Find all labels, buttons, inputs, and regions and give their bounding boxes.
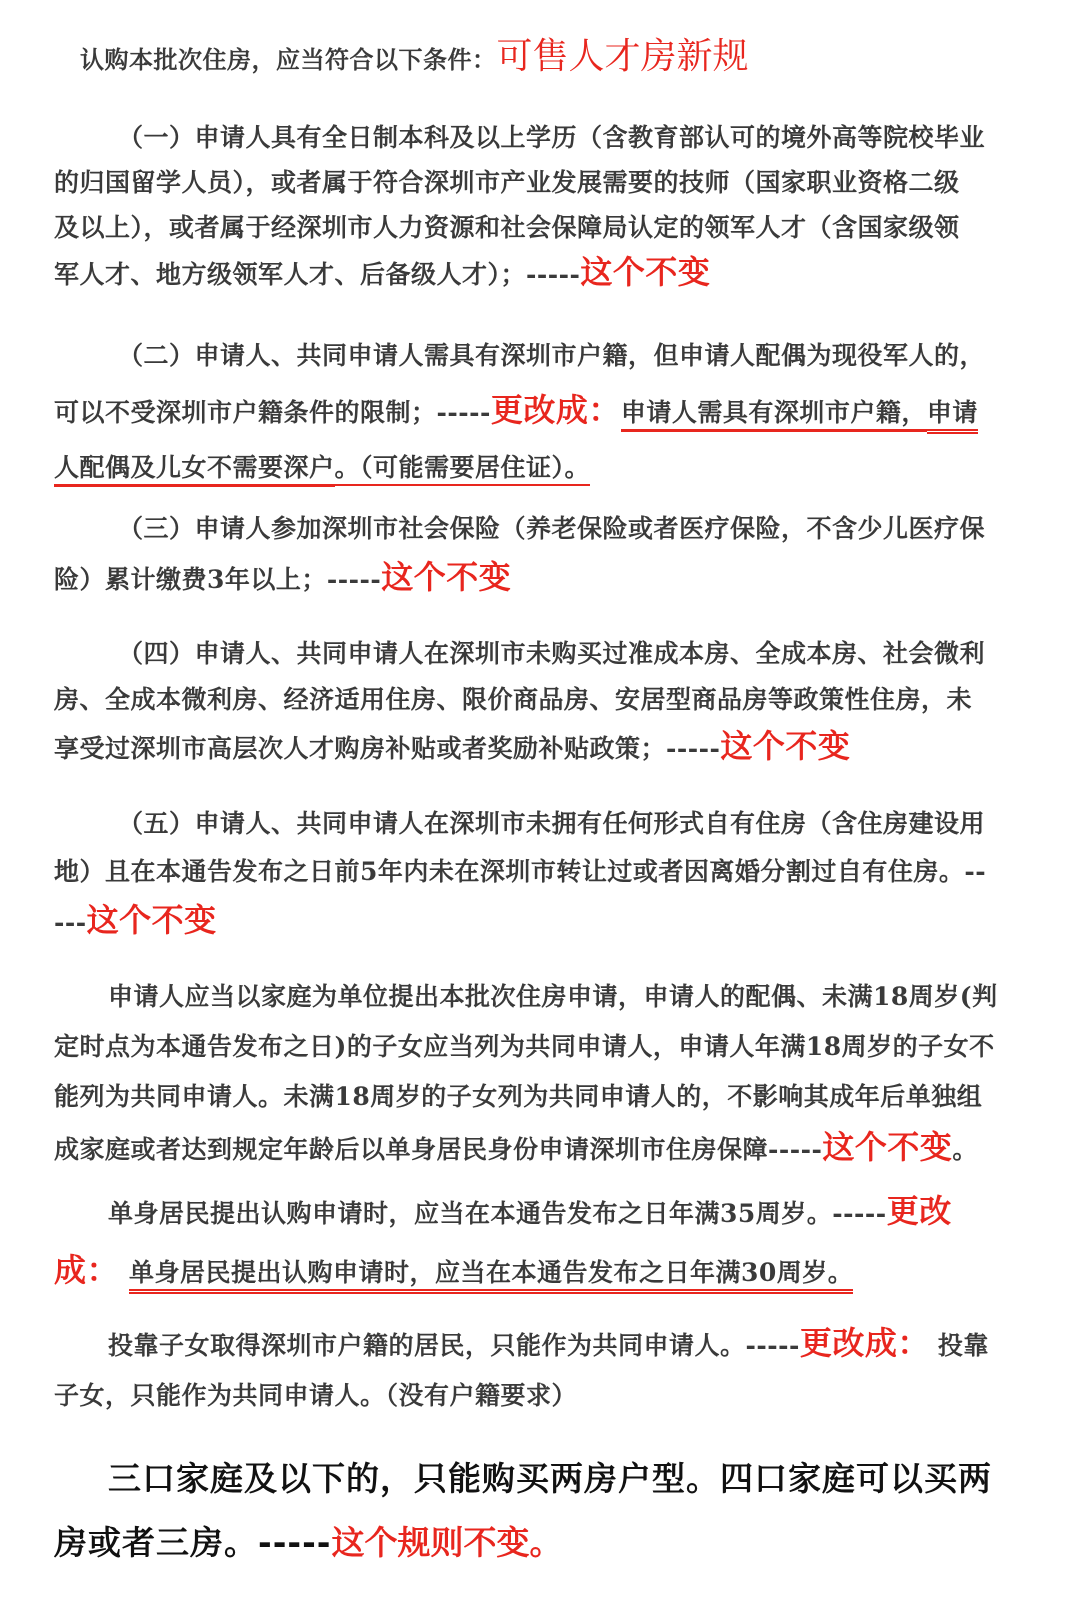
paragraph-4 <box>54 631 1040 772</box>
p8-line-1-tail: 投靠 <box>937 1331 989 1360</box>
p7-change: 单身居民提出认购申请时，应当在本通告发布之日年满30周岁。 <box>129 1258 853 1294</box>
p4-line-1: （四）申请人、共同申请人在深圳市未购买过准成本房、全成本房、社会微利 <box>118 639 986 668</box>
p8-line-2: 子女，只能作为共同申请人。（没有户籍要求） <box>54 1381 578 1410</box>
p4-note: 这个不变 <box>720 727 851 765</box>
p6-line-1: 申请人应当以家庭为单位提出本批次住房申请，申请人的配偶、未满18周岁(判 <box>108 982 998 1011</box>
p7-change-label-2: 成： <box>54 1251 120 1289</box>
p8-change-label: 更改成： <box>799 1324 930 1362</box>
p5-line-1: （五）申请人、共同申请人在深圳市未拥有任何形式自有住房（含住房建设用 <box>118 809 986 838</box>
paragraph-9 <box>54 1447 1040 1581</box>
paragraph-1 <box>54 115 1040 297</box>
p7-line-1: 单身居民提出认购申请时，应当在本通告发布之日年满35周岁。----- <box>108 1199 887 1228</box>
p2-line-2: 可以不受深圳市户籍条件的限制；----- <box>54 398 491 427</box>
p4-line-2: 房、全成本微利房、经济适用住房、限价商品房、安居型商品房等政策性住房，未 <box>54 685 973 714</box>
paragraph-6 <box>54 972 1040 1175</box>
paragraph-3 <box>54 505 1040 604</box>
p9-line-2: 房或者三房。----- <box>54 1523 332 1562</box>
p9-line-1: 三口家庭及以下的，只能购买两房户型。四口家庭可以买两 <box>108 1459 992 1498</box>
p1-line-4: 军人才、地方级领军人才、后备级人才）；----- <box>54 260 581 289</box>
p6-note: 这个不变 <box>822 1128 953 1166</box>
p3-line-1: （三）申请人参加深圳市社会保险（养老保险或者医疗保险，不含少儿医疗保 <box>118 514 986 543</box>
p3-line-2: 险）累计缴费3年以上；----- <box>54 565 382 594</box>
p5-line-2: 地）且在本通告发布之日前5年内未在深圳市转让过或者因离婚分割过自有住房。-- <box>54 857 987 886</box>
p1-line-1: （一）申请人具有全日制本科及以上学历（含教育部认可的境外高等院校毕业 <box>118 123 986 152</box>
p2-change-d: 。（可能需要居住证）。 <box>335 453 591 486</box>
p5-note: 这个不变 <box>86 901 217 939</box>
intro-line <box>80 28 1066 79</box>
p2-change-b: 申请 <box>927 398 978 434</box>
p3-note: 这个不变 <box>381 558 512 596</box>
p2-change-label: 更改成： <box>490 391 621 429</box>
p6-line-3: 能列为共同申请人。未满18周岁的子女列为共同申请人的，不影响其成年后单独组 <box>54 1082 983 1111</box>
p6-end: 。 <box>952 1135 978 1164</box>
p5-line-3: --- <box>54 908 87 937</box>
p6-line-4: 成家庭或者达到规定年龄后以单身居民身份申请深圳市住房保障----- <box>54 1135 823 1164</box>
intro-text: 认购本批次住房，应当符合以下条件： <box>80 45 497 74</box>
p4-line-3: 享受过深圳市高层次人才购房补贴或者奖励补贴政策；----- <box>54 734 721 763</box>
paragraph-7 <box>54 1183 1040 1301</box>
p2-change-c: 人配偶及儿女不需要深户 <box>54 453 335 487</box>
paragraph-8 <box>54 1318 1040 1421</box>
p1-note: 这个不变 <box>580 253 711 291</box>
p9-note: 这个规则不变。 <box>331 1523 563 1562</box>
p2-line-1: （二）申请人、共同申请人需具有深圳市户籍，但申请人配偶为现役军人的， <box>118 341 986 370</box>
p1-line-3: 及以上），或者属于经深圳市人力资源和社会保障局认定的领军人才（含国家级领 <box>54 213 960 242</box>
p2-change-a: 申请人需具有深圳市户籍， <box>621 398 927 432</box>
paragraph-5 <box>54 800 1040 947</box>
p8-line-1: 投靠子女取得深圳市户籍的居民，只能作为共同申请人。----- <box>108 1331 800 1360</box>
p7-change-label-1: 更改 <box>886 1192 952 1230</box>
p1-line-2: 的归国留学人员），或者属于符合深圳市产业发展需要的技师（国家职业资格二级 <box>54 168 960 197</box>
intro-title: 可售人才房新规 <box>496 36 749 77</box>
paragraph-2 <box>54 328 1040 495</box>
p6-line-2: 定时点为本通告发布之日)的子女应当列为共同申请人，申请人年满18周岁的子女不 <box>54 1032 995 1061</box>
